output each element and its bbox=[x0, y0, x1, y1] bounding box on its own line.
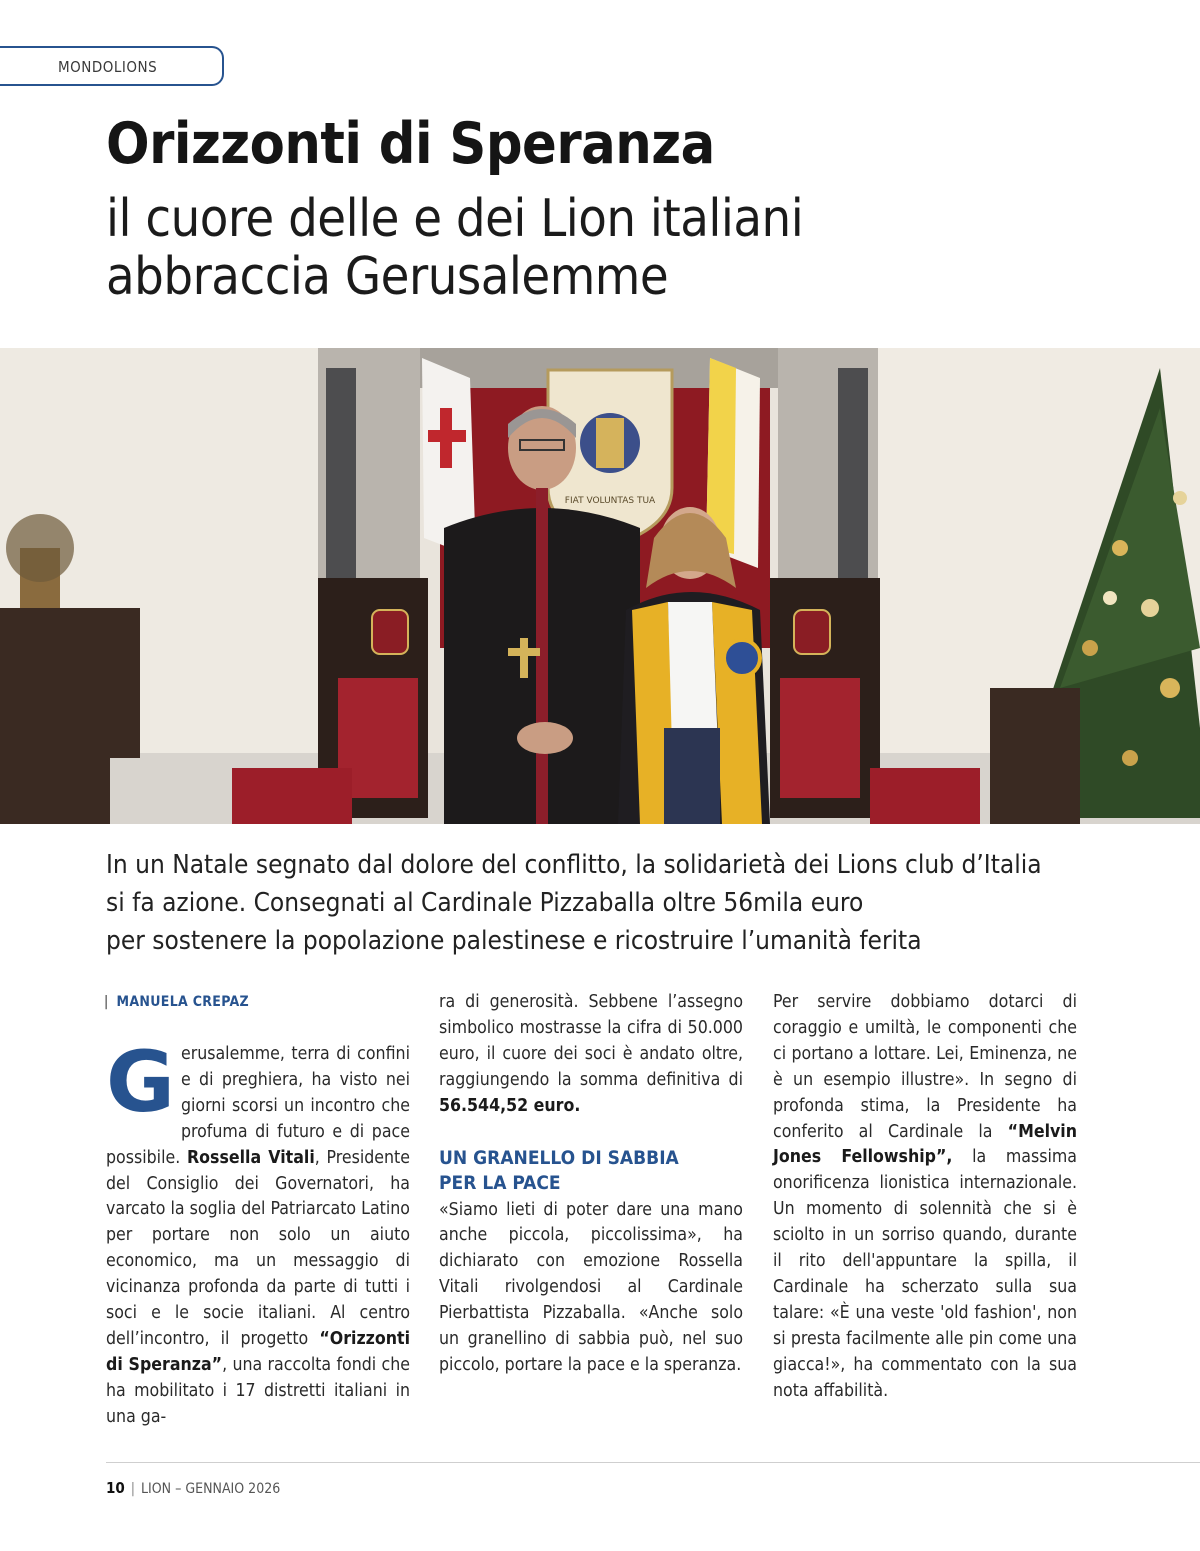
bold-project-name: “Orizzonti di Speranza” bbox=[106, 1328, 410, 1375]
lead-line: per sostenere la popolazione palestinese e ricostruire l’umanità ferita bbox=[106, 926, 922, 956]
byline-author: MANUELA CREPAZ bbox=[116, 994, 249, 1010]
article-lead bbox=[106, 846, 1042, 960]
bold-name: Rossella Vitali bbox=[186, 1147, 315, 1168]
paragraph-text: erusalemme, terra di confini e di preghiera, ha visto nei giorni scorsi un incontro che profuma di futuro e di pace possibile. bbox=[106, 1044, 410, 1168]
paragraph bbox=[106, 1033, 410, 1431]
footer-text: LION – GENNAIO 2026 bbox=[141, 1481, 281, 1497]
article-photo bbox=[0, 348, 1200, 824]
paragraph-text: ra di generosità. Sebbene l’assegno simbolico mostrasse la cifra di 50.000 euro, il cuore dei soci è andato oltre, raggiungendo la somma definitiva di bbox=[439, 992, 743, 1090]
byline-bar: | bbox=[104, 994, 109, 1010]
paragraph bbox=[439, 990, 743, 1120]
paragraph-text: , una raccolta fondi che ha mobilitato i 17 distretti italiani in una ga- bbox=[106, 1354, 410, 1427]
article-title: Orizzonti di Speranza bbox=[106, 111, 715, 177]
section-label: MONDOLIONS bbox=[58, 58, 158, 76]
paragraph-text: Per servire dobbiamo dotarci di coraggio e umiltà, le componenti che ci portano a lottare. Lei, Eminenza, ne è un esempio illustre». In segno di profonda stima, la Presidente ha conferito al Cardinale la bbox=[773, 992, 1077, 1142]
lead-line: si fa azione. Consegnati al Cardinale Pizzaballa oltre 56mila euro bbox=[106, 888, 864, 918]
byline bbox=[104, 994, 249, 1010]
paragraph: «Siamo lieti di poter dare una mano anche piccola, piccolissima», ha dichiarato con emozione Rossella Vitali rivolgendosi al Cardinale Pierbattista Pizzaballa. «Anche solo un granellino di sabbia può, nel suo piccolo, portare la pace e la speranza. bbox=[439, 1199, 743, 1375]
bold-amount: 56.544,52 euro. bbox=[439, 1095, 581, 1116]
text-column-2 bbox=[439, 990, 743, 1379]
section-subhead bbox=[439, 1146, 743, 1196]
footer-rule bbox=[106, 1462, 1200, 1463]
subtitle-line: il cuore delle e dei Lion italiani bbox=[106, 189, 804, 249]
subhead-line: UN GRANELLO DI SABBIA bbox=[439, 1146, 679, 1169]
paragraph-text: , Presidente del Consiglio dei Governatori, ha varcato la soglia del Patriarcato Latino per portare non solo un aiuto economico, ma un messaggio di vicinanza profonda da parte di tutti i soci e le socie italiani. Al centro dell’incontro, il progetto bbox=[106, 1147, 410, 1349]
article-subtitle bbox=[106, 190, 803, 306]
page-number: 10 bbox=[106, 1479, 125, 1497]
footer-separator: | bbox=[130, 1481, 136, 1497]
subtitle-line: abbraccia Gerusalemme bbox=[106, 247, 669, 307]
crest-motto: FIAT VOLUNTAS TUA bbox=[564, 496, 656, 506]
text-column-1 bbox=[106, 1033, 410, 1431]
page-footer bbox=[106, 1479, 280, 1497]
paragraph bbox=[773, 990, 1077, 1405]
drop-cap: G bbox=[106, 1033, 175, 1131]
bold-award: “Melvin Jones Fellowship”, bbox=[773, 1121, 1077, 1168]
text-column-3 bbox=[773, 990, 1077, 1405]
paragraph-text: la massima onorificenza lionistica internazionale. Un momento di solennità che si è sciolto in un sorriso quando, durante il rito dell'appuntare la spilla, il Cardinale ha scherzato sulla sua talare: «È una veste 'old fashion', non si presta facilmente alle pin come una giacca!», ha commentato con la sua nota affabilità. bbox=[773, 1147, 1077, 1401]
subhead-line: PER LA PACE bbox=[439, 1171, 561, 1194]
lead-line: In un Natale segnato dal dolore del conflitto, la solidarietà dei Lions club d’Italia bbox=[106, 850, 1042, 880]
